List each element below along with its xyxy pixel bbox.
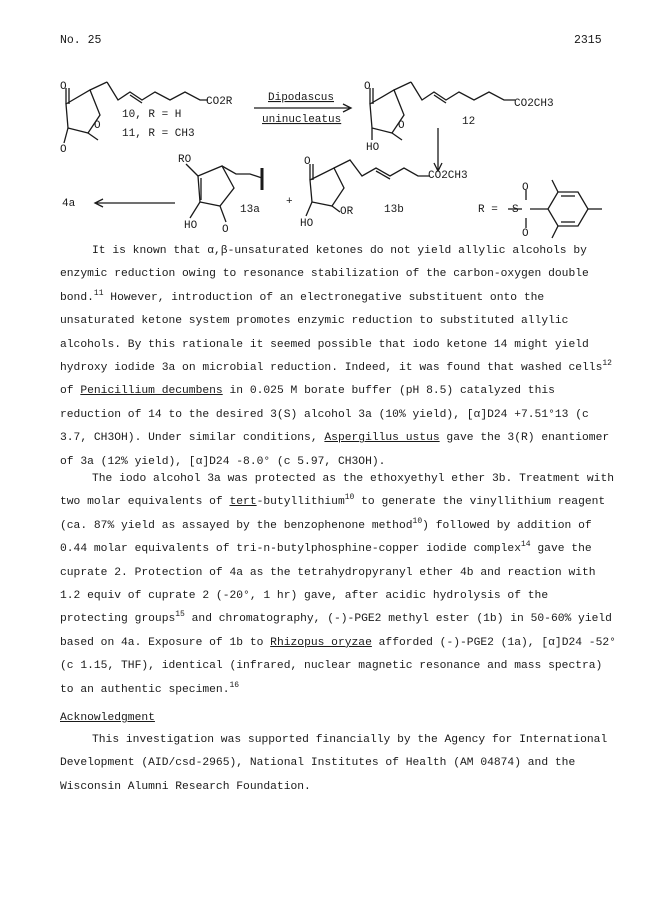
hydroxyl-label: HO	[366, 142, 380, 154]
compound-14-ref: 14	[493, 338, 508, 351]
p1-text-d: on microbial reduction. Indeed, it was found that washed cells	[175, 362, 603, 375]
p2-text-a: The iodo alcohol 3a was protected as the ethoxyethyl ether 3b. Treatment with two molar equivalents of	[60, 473, 615, 509]
page-number: 2315	[574, 34, 602, 47]
p1-text-b: However, introduction of an electronegative substituent onto the unsaturated ketone system promotes enzymic reduction to substituted allylic alcohols. By this rationale it seemed possible that iodo ketone	[60, 291, 569, 351]
acknowledgment-text: This investigation was supported financially by the Agency for International Development (AID/csd-2965), National Institutes of Health (AM 04874) and the Wisconsin Alumni Research Foundation.	[60, 734, 608, 793]
compound-4a-label: 4a	[62, 198, 76, 210]
organism-rhizopus: Rhizopus oryzae	[270, 636, 372, 649]
p2-text-g: afforded (-)-PGE2 (1a), [α]D24 -52° (c 1.15, THF), identical (infrared, nuclear magnetic resonance and mass spectra) to an authentic specimen.	[60, 636, 616, 696]
reference-10: 10	[344, 493, 355, 503]
compound-13b-structure	[306, 160, 430, 216]
ester-group-label: CO2CH3	[514, 98, 554, 110]
alkoxy-label: OR	[340, 206, 354, 218]
ester-group-label: CO2R	[206, 96, 233, 108]
compound-10-label: 10, R = H	[122, 109, 182, 121]
ketone-o-label: O	[398, 120, 405, 132]
p2-text-c: to generate the vinyllithium reagent (ca. 87% yield as assayed by the benzophenone method	[60, 496, 606, 532]
reference-15: 15	[175, 610, 185, 620]
p1-text-c: might yield hydroxy iodide	[60, 338, 589, 375]
reagent-tert: tert	[229, 496, 257, 509]
organism-aspergillus: Aspergillus ustus	[324, 432, 440, 445]
compound-12-label: 12	[462, 116, 476, 128]
compound-13a-label: 13a	[240, 204, 260, 216]
p1-text-a: It is known that α,β-unsaturated ketones do not yield allylic alcohols by enzymic reduction owing to resonance stabilization of the carbon-oxygen double bond.	[60, 245, 589, 304]
r-definition-label: R =	[478, 204, 498, 216]
reference-11: 11	[93, 289, 104, 299]
reference-16: 16	[229, 680, 240, 690]
reference-14: 14	[521, 540, 531, 550]
ketone-o-label: O	[304, 156, 311, 168]
hydroxyl-label: HO	[300, 218, 314, 230]
p2-text-d: ) followed by addition of 0.44 molar equivalents of tri-n-butylphosphine-copper iodide complex	[60, 519, 592, 556]
sulfur-label: S	[512, 204, 519, 216]
p1-text-e: of	[60, 385, 81, 398]
hydroxyl-label: HO	[184, 220, 198, 232]
acknowledgment-paragraph	[60, 729, 620, 799]
compound-11-label: 11, R = CH3	[122, 128, 195, 140]
paragraph-1	[60, 240, 620, 474]
alkoxy-label: RO	[178, 154, 192, 166]
ketone-o-label: O	[222, 224, 229, 236]
reaction-scheme	[0, 0, 672, 240]
p2-text-f: and chromatography, (-)-PGE2 methyl ester (1b) in 50-60% yield based on 4a. Exposure of 1b to	[60, 613, 612, 649]
compound-12-structure	[370, 82, 515, 140]
p1-text-f: in 0.025 M borate buffer (pH 8.5) catalyzed this reduction of 14 to the desired 3(S) alcohol 3a (10% yield), [α]D24 +7.51°13 (c 3.7, CH3OH). Under similar conditions,	[60, 385, 589, 445]
p2-text-e: gave the cuprate 2. Protection of 4a as the tetrahydropyranyl ether 4b and reaction with 1.2 equiv of cuprate 2 (-20°, 1 hr) gave, after acidic hydrolysis of the protecting groups	[60, 543, 596, 626]
reagent-genus: Dipodascus	[268, 92, 335, 104]
p1-text-g: gave the 3(R) enantiomer of 3a (12% yield), [α]D24 -8.0° (c 5.97, CH3OH).	[60, 432, 610, 468]
p2-text-b: -butyllithium	[256, 496, 345, 509]
organism-penicillium: Penicillium decumbens	[80, 385, 223, 398]
reference-12: 12	[602, 359, 612, 369]
ketone-o-label: O	[60, 144, 67, 156]
ester-group-label: CO2CH3	[428, 170, 468, 182]
reagent-species: uninucleatus	[262, 114, 342, 126]
paragraph-2	[60, 468, 620, 702]
sulfonyl-o-label: O	[522, 182, 529, 194]
ketone-o-label: O	[60, 81, 67, 93]
ketone-o-label: O	[364, 81, 371, 93]
ketone-o-label: O	[94, 120, 101, 132]
acknowledgment-heading: Acknowledgment	[60, 712, 155, 724]
sulfonyl-o-label: O	[522, 228, 529, 240]
journal-issue-number: No. 25	[60, 34, 102, 47]
compound-13b-label: 13b	[384, 204, 404, 216]
compound-3a-ref: 3a	[161, 362, 176, 375]
plus-sign: +	[286, 196, 293, 208]
reference-10: 10	[412, 517, 423, 527]
